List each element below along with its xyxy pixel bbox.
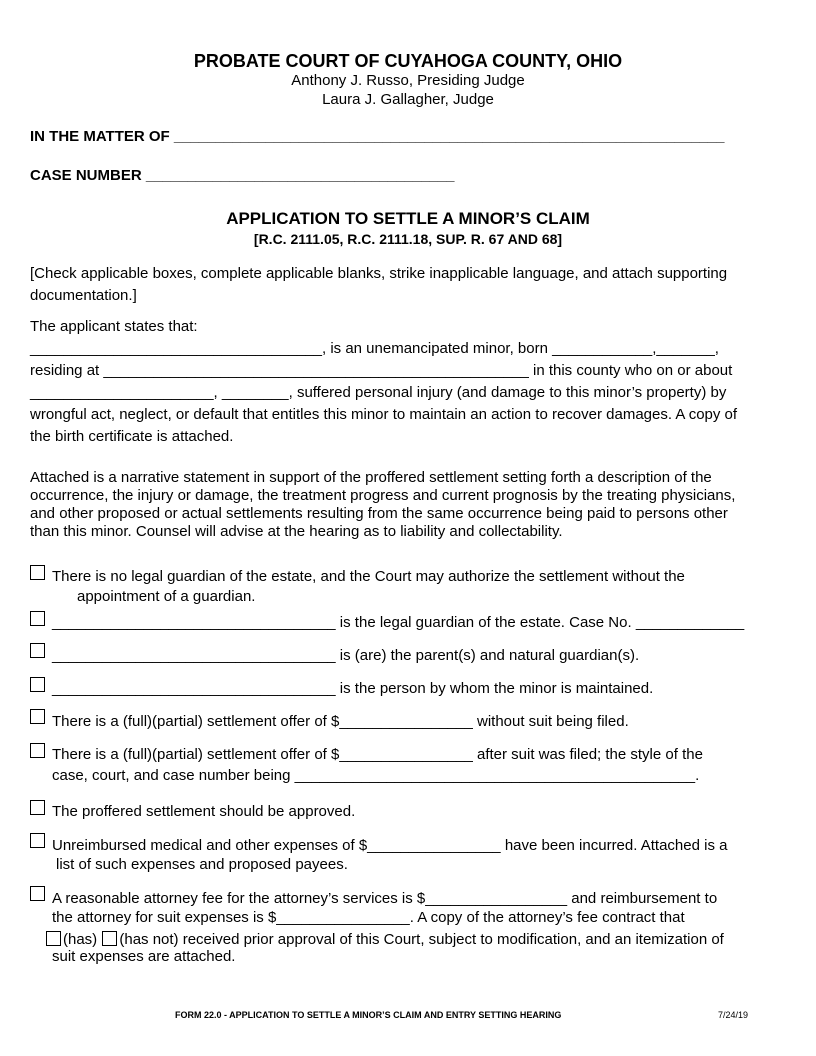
form-title: APPLICATION TO SETTLE A MINOR’S CLAIM xyxy=(226,209,590,228)
no-guardian-text-cont: appointment of a guardian. xyxy=(77,588,256,605)
medical-expenses-text-cont: list of such expenses and proposed payees. xyxy=(56,856,348,873)
offer-without-suit-text[interactable]: There is a (full)(partial) settlement offer of $________________ without suit being filed. xyxy=(52,713,629,730)
no-guardian-text: There is no legal guardian of the estate, and the Court may authorize the settlement without the xyxy=(52,568,685,585)
judge: Laura J. Gallagher, Judge xyxy=(322,91,494,108)
narrative-line4: than this minor. Counsel will advise at the hearing as to liability and collectability. xyxy=(30,523,563,540)
instructions-line1: [Check applicable boxes, complete applicable blanks, strike inapplicable language, and attach supporting xyxy=(30,265,728,282)
statement-line3[interactable]: ______________________, ________, suffered personal injury (and damage to this minor’s property) by xyxy=(30,384,727,401)
maintained-by-text[interactable]: __________________________________ is the person by whom the minor is maintained. xyxy=(52,680,654,697)
narrative-line3: and other proposed or actual settlements resulting from the same occurrence being paid to persons other xyxy=(30,505,728,522)
offer-after-suit-checkbox[interactable] xyxy=(30,743,45,758)
instructions-line2: documentation.] xyxy=(30,287,137,304)
parents-text[interactable]: __________________________________ is (are) the parent(s) and natural guardian(s). xyxy=(52,647,640,664)
medical-expenses-checkbox[interactable] xyxy=(30,833,45,848)
offer-after-suit-text-cont[interactable]: case, court, and case number being ________________________________________________. xyxy=(52,767,700,784)
presiding-judge: Anthony J. Russo, Presiding Judge xyxy=(291,72,525,89)
legal-guardian-checkbox[interactable] xyxy=(30,611,45,626)
attorney-fee-text-end: suit expenses are attached. xyxy=(52,948,236,965)
footer-form-name: FORM 22.0 - APPLICATION TO SETTLE A MINOR’S CLAIM AND ENTRY SETTING HEARING xyxy=(175,1010,562,1020)
has-approval-label: (has) xyxy=(63,931,98,948)
matter-field[interactable] xyxy=(30,128,724,146)
statement-line5: the birth certificate is attached. xyxy=(30,428,234,445)
prior-approval-line xyxy=(46,929,724,949)
has-approval-checkbox[interactable] xyxy=(46,931,61,946)
matter-label: IN THE MATTER OF xyxy=(30,128,170,145)
statement-intro: The applicant states that: xyxy=(30,318,198,335)
statement-line2[interactable]: residing at ___________________________________________________ in this county who on or about xyxy=(30,362,733,379)
medical-expenses-text[interactable]: Unreimbursed medical and other expenses of $________________ have been incurred. Attached is a xyxy=(52,837,728,854)
no-guardian-checkbox[interactable] xyxy=(30,565,45,580)
footer-revision-date: 7/24/19 xyxy=(718,1010,749,1020)
parents-checkbox[interactable] xyxy=(30,643,45,658)
attorney-fee-text[interactable]: A reasonable attorney fee for the attorney’s services is $_________________ and reimbursement to xyxy=(52,890,718,907)
case-number-field[interactable] xyxy=(30,167,455,185)
statement-line4: wrongful act, neglect, or default that entitles this minor to maintain an action to recover damages. A copy of xyxy=(30,406,738,423)
legal-guardian-text[interactable]: __________________________________ is the legal guardian of the estate. Case No. _____________ xyxy=(52,614,745,631)
maintained-by-checkbox[interactable] xyxy=(30,677,45,692)
form-citation: [R.C. 2111.05, R.C. 2111.18, SUP. R. 67 AND 68] xyxy=(253,231,563,247)
approve-settlement-checkbox[interactable] xyxy=(30,800,45,815)
offer-without-suit-checkbox[interactable] xyxy=(30,709,45,724)
statement-line1[interactable]: ___________________________________, is an unemancipated minor, born ____________,_______, xyxy=(30,340,719,357)
case-number-label: CASE NUMBER xyxy=(30,167,142,184)
matter-blank[interactable]: __________________________________________________________________ xyxy=(173,128,725,145)
approve-settlement-text: The proffered settlement should be approved. xyxy=(52,803,356,820)
has-not-approval-label: (has not) received prior approval of this Court, subject to modification, and an itemization of xyxy=(119,931,724,948)
case-number-blank[interactable]: _____________________________________ xyxy=(145,167,455,184)
narrative-line1: Attached is a narrative statement in support of the proffered settlement setting forth a description of the xyxy=(30,469,712,486)
attorney-fee-checkbox[interactable] xyxy=(30,886,45,901)
court-name: PROBATE COURT OF CUYAHOGA COUNTY, OHIO xyxy=(193,51,623,71)
offer-after-suit-text[interactable]: There is a (full)(partial) settlement offer of $________________ after suit was filed; the style of the xyxy=(52,746,703,763)
has-not-approval-checkbox[interactable] xyxy=(102,931,117,946)
narrative-line2: occurrence, the injury or damage, the treatment progress and current prognosis by the treating physicians, xyxy=(30,487,736,504)
attorney-fee-text-cont[interactable]: the attorney for suit expenses is $________________. A copy of the attorney’s fee contract that xyxy=(52,909,685,926)
